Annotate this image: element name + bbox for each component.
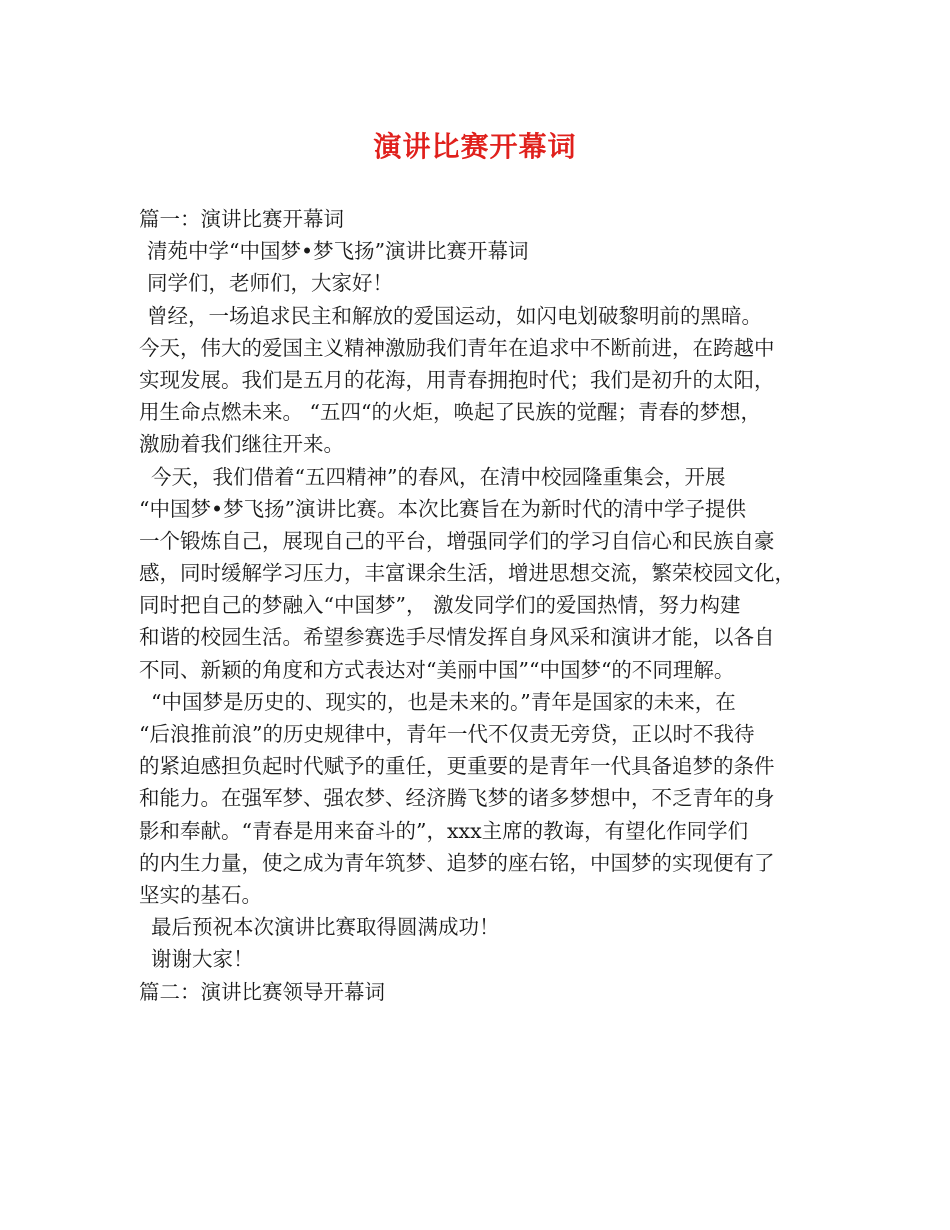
paragraph-line: 感，同时缓解学习压力，丰富课余生活，增进思想交流，繁荣校园文化， [139,561,795,586]
document-body [139,203,819,1008]
paragraph-line: 的内生力量，使之成为青年筑梦、追梦的座右铭，中国梦的实现便有了 [139,850,775,875]
section-heading-1: 篇一：演讲比赛开幕词 [139,207,344,231]
paragraph-line: 影和奉献。“青春是用来奋斗的”，xxx主席的教诲，有望化作同学们 [139,818,749,843]
paragraph-line: “中国梦•梦飞扬”演讲比赛。本次比赛旨在为新时代的清中学子提供 [139,496,747,521]
paragraph-line: 同时把自己的梦融入“中国梦”， 激发同学们的爱国热情，努力构建 [139,593,741,618]
paragraph-line: 的紧迫感担负起时代赋予的重任，更重要的是青年一代具备追梦的条件 [139,754,775,779]
paragraph-line: “中国梦是历史的、现实的，也是未来的。”青年是国家的未来，在 [151,689,736,714]
thanks-line: 谢谢大家！ [151,947,254,972]
paragraph-line: 今天，我们借着“五四精神”的春风，在清中校园隆重集会，开展 [151,464,726,489]
closing-wish-line: 最后预祝本次演讲比赛取得圆满成功！ [151,915,500,940]
paragraph-line: 坚实的基石。 [139,882,262,907]
paragraph-line: “后浪推前浪”的历史规律中，青年一代不仅责无旁贷，正以时不我待 [139,722,755,746]
section-heading-2: 篇二：演讲比赛领导开幕词 [139,979,385,1004]
paragraph-line: 一个锻炼自己，展现自己的平台，增强同学们的学习自信心和民族自豪 [139,528,775,553]
greeting-line: 同学们，老师们，大家好！ [147,271,393,296]
paragraph-line: 不同、新颖的角度和方式表达对“美丽中国”“中国梦“的不同理解。 [139,657,735,682]
speech-title: 清苑中学“中国梦•梦飞扬”演讲比赛开幕词 [147,239,529,264]
document-title: 演讲比赛开幕词 [373,130,577,163]
paragraph-line: 和能力。在强军梦、强农梦、经济腾飞梦的诸多梦想中，不乏青年的身 [139,786,775,811]
paragraph-line: 曾经，一场追求民主和解放的爱国运动，如闪电划破黎明前的黑暗。 [147,303,762,328]
paragraph-line: 实现发展。我们是五月的花海，用青春拥抱时代；我们是初升的太阳， [139,367,775,392]
paragraph-line: 今天，伟大的爱国主义精神激励我们青年在追求中不断前进，在跨越中 [139,335,775,360]
paragraph-line: 用生命点燃未来。 “五四“的火炬，唤起了民族的觉醒；青春的梦想， [139,400,761,425]
paragraph-line: 和谐的校园生活。希望参赛选手尽情发挥自身风采和演讲才能，以各自 [139,625,775,650]
paragraph-line: 激励着我们继往开来。 [139,432,344,457]
